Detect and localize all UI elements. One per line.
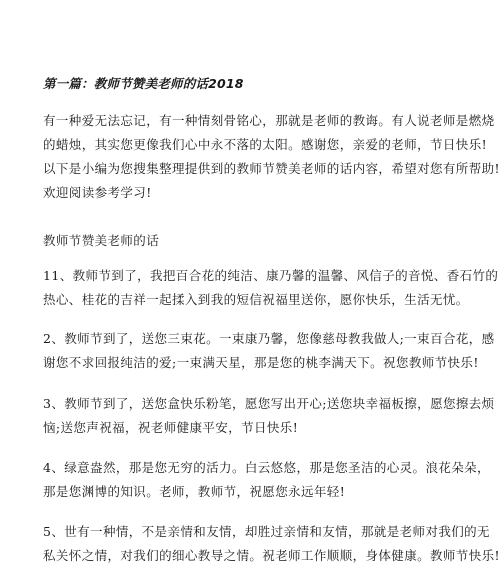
intro-line: 欢迎阅读参考学习! [43,185,152,200]
intro-line: 有一种爱无法忘记，有一种情刻骨铭心，那就是老师的教诲。有人说老师是燃烧 [43,113,495,128]
list-item-line: 5、世有一种情，不是亲情和友情，却胜过亲情和友情，那就是老师对我们的无 [43,524,490,539]
document-title: 第一篇：教师节赞美老师的话2018 [43,76,244,91]
list-item-line: 那是您渊博的知识。老师，教师节，祝愿您永远年轻! [43,484,346,499]
list-item-line: 谢您不求回报纯洁的爱;一束满天星，那是您的桃李满天下。祝您教师节快乐! [43,355,479,370]
list-item [43,264,499,312]
list-item-line: 11、教师节到了，我把百合花的纯洁、康乃馨的温馨、风信子的音悦、香石竹的 [43,268,499,283]
list-item-line: 私关怀之情，对我们的细心教导之情。祝老师工作顺顺，身体健康。教师节快乐! [43,548,500,563]
section-heading-text: 教师节赞美老师的话 [43,233,160,248]
intro-paragraph [43,109,500,205]
list-item-line: 恼;送您声祝福，祝老师健康平安，节日快乐! [43,420,299,435]
intro-line: 以下是小编为您搜集整理提供到的教师节赞美老师的话内容，希望对您有所帮助! [43,161,500,176]
list-item-line: 3、教师节到了，送您盒快乐粉笔，愿您写出开心;送您块幸福板擦，愿您擦去烦 [43,396,495,411]
list-item [43,327,495,375]
list-item-line: 热心、桂花的吉祥一起揉入到我的短信祝福里送你，愿你快乐，生活无忧。 [43,292,469,307]
intro-line: 的蜡烛，其实您更像我们心中永不落的太阳。感谢您，亲爱的老师，节日快乐! [43,137,488,152]
list-item [43,520,500,568]
list-item [43,392,495,440]
list-item [43,456,490,504]
section-heading [43,229,463,253]
list-item-line: 4、绿意盎然，那是您无穷的活力。白云悠悠，那是您圣洁的心灵。浪花朵朵， [43,460,490,475]
list-item-line: 2、教师节到了，送您三束花。一束康乃馨，您像慈母教我做人;一束百合花，感 [43,331,495,346]
